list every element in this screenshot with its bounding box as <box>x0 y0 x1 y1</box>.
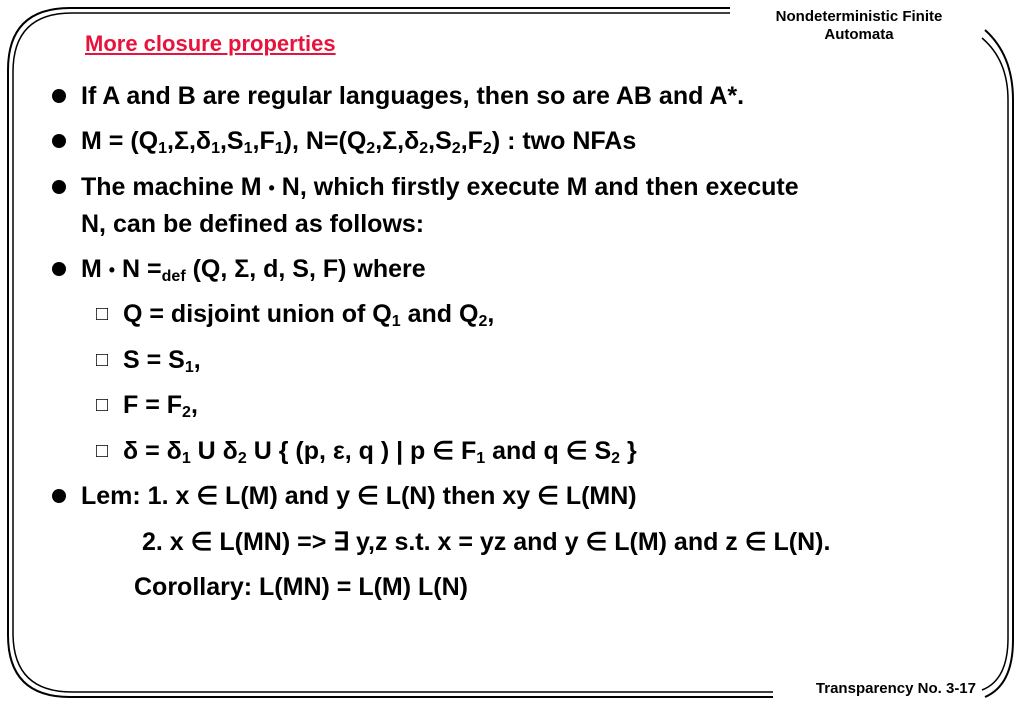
sub-bullet-marker: □ <box>96 394 109 416</box>
sub-bullet-3-text: $F = F_2$, <box>123 391 198 421</box>
header-topic-line2: Automata <box>824 26 894 43</box>
sub-bullet-4-text: $\delta = \delta_1$ U $\delta_2$ U { (p, ε, q ) | p ∈ $F_1$ and q ∈ $S_2$ } <box>123 437 637 467</box>
bullet-4-text: M • $N =_{def}$ (Q, Σ, d, S, F) where <box>81 255 426 285</box>
bullet-dot <box>52 89 66 103</box>
bullet-dot <box>52 489 66 503</box>
bullet-3-line2: N, can be defined as follows: <box>81 210 425 238</box>
bullet-dot <box>52 180 66 194</box>
sub-bullet-1-text: Q = disjoint union of $Q_1$ and $Q_2$, <box>123 300 495 330</box>
compose-dot-symbol: • <box>108 260 116 280</box>
bullet-3-line1: The machine M • N, which firstly execute M and then execute <box>81 173 799 201</box>
sub-bullet-marker: □ <box>96 349 109 371</box>
slide-title: More closure properties <box>85 31 336 56</box>
transparency-number: Transparency No. 3-17 <box>815 680 976 697</box>
lemma-line-1: Lem: 1. x ∈ L(M) and y ∈ L(N) then xy ∈ L(MN) <box>81 482 637 510</box>
sub-bullet-marker: □ <box>96 303 109 325</box>
bullet-1-text: If A and B are regular languages, then so are AB and A*. <box>81 82 745 110</box>
lemma-line-2: 2. x ∈ L(MN) => ∃ y,z s.t. x = yz and y ∈ L(M) and z ∈ L(N). <box>142 528 831 556</box>
sub-bullet-marker: □ <box>96 440 109 462</box>
bullet-dot <box>52 262 66 276</box>
bullet-dot <box>52 134 66 148</box>
header-topic-line1: Nondeterministic Finite <box>775 8 943 25</box>
header-topic <box>740 8 978 44</box>
corollary-line: Corollary: L(MN) = L(M) L(N) <box>134 573 468 601</box>
bullet-2-text: $M = (Q_1,\Sigma,\delta_1,S_1,F_1)$, $N=(Q_2,\Sigma,\delta_2,S_2,F_2)$ : two NFAs <box>81 127 637 157</box>
frame-right-border <box>985 30 1013 697</box>
frame-right-inner-border <box>982 38 1008 690</box>
sub-bullet-2-text: $S = S_1$, <box>123 346 201 376</box>
compose-dot-symbol: • <box>268 178 275 198</box>
